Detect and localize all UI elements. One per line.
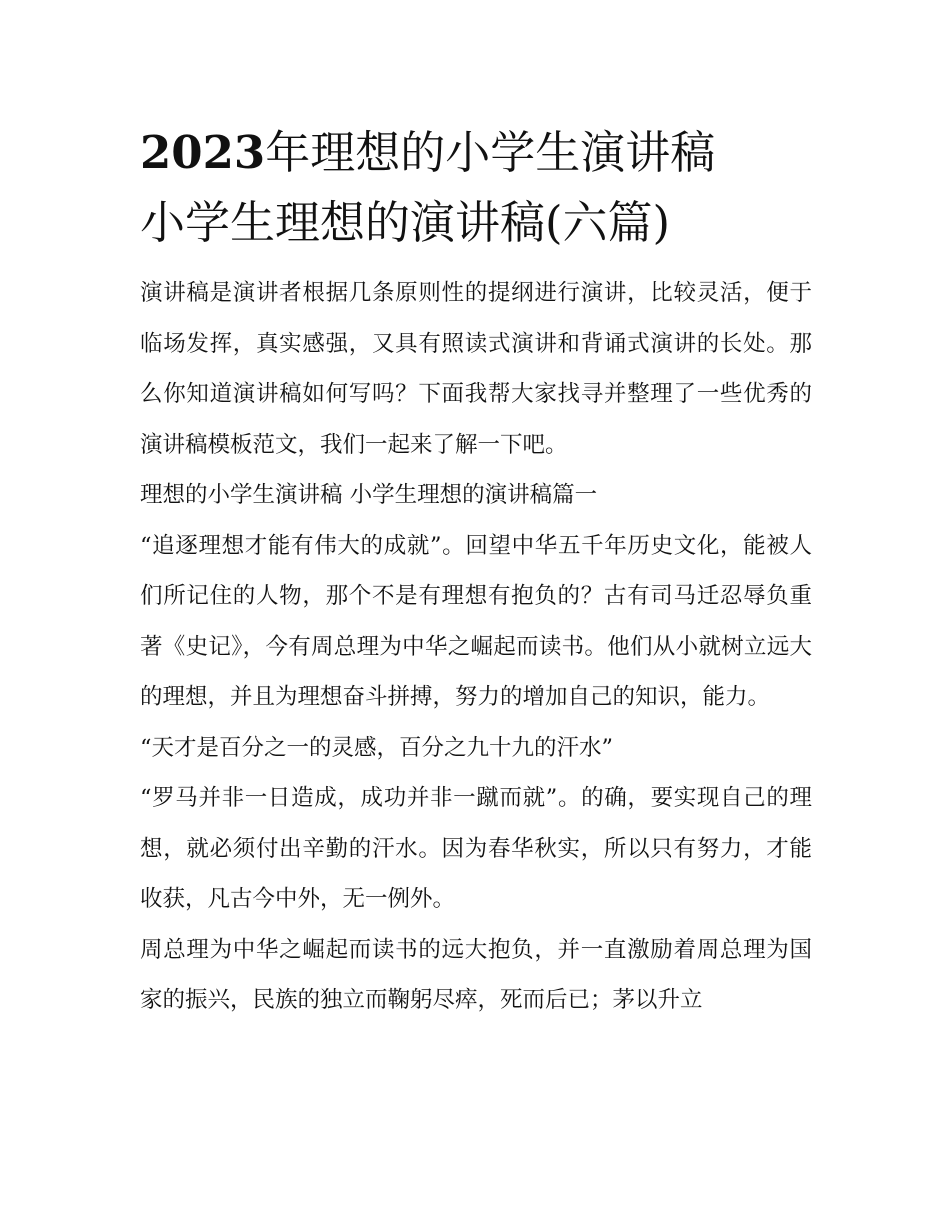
paragraph-quote: “天才是百分之一的灵感，百分之九十九的汗水” <box>140 734 614 761</box>
paragraph: “罗马并非一日造成，成功并非一蹴而就”。的确，要实现自己的理想，就必须付出辛勤的汗水。因为春华秋实，所以只有努力，才能收获，凡古今中外，无一例外。 <box>140 785 812 912</box>
paragraph: “追逐理想才能有伟大的成就”。回望中华五千年历史文化，能被人们所记住的人物，那个不是有理想有抱负的？古有司马迁忍辱负重著《史记》，今有周总理为中华之崛起而读书。他们从小就树立远大的理想，并且为理想奋斗拼搏，努力的增加自己的知识，能力。 <box>140 532 812 710</box>
document-title <box>140 118 812 258</box>
title-line-2: 小学生理想的演讲稿(六篇) <box>140 196 671 249</box>
title-line-1-text: 年理想的小学生演讲稿 <box>265 126 716 179</box>
paragraph-intro: 演讲稿是演讲者根据几条原则性的提纲进行演讲，比较灵活，便于临场发挥，真实感强，又具有照读式演讲和背诵式演讲的长处。那么你知道演讲稿如何写吗？下面我帮大家找寻并整理了一些优秀的演讲稿模板范文，我们一起来了解一下吧。 <box>140 280 812 458</box>
title-line-1 <box>140 118 812 188</box>
section-heading: 理想的小学生演讲稿 小学生理想的演讲稿篇一 <box>140 482 598 508</box>
document-body <box>140 268 812 1026</box>
title-year: 2023 <box>140 126 266 179</box>
document-content <box>140 118 812 1026</box>
paragraph: 周总理为中华之崛起而读书的远大抱负，并一直激励着周总理为国家的振兴，民族的独立而鞠躬尽瘁，死而后已；茅以升立 <box>140 936 812 1013</box>
